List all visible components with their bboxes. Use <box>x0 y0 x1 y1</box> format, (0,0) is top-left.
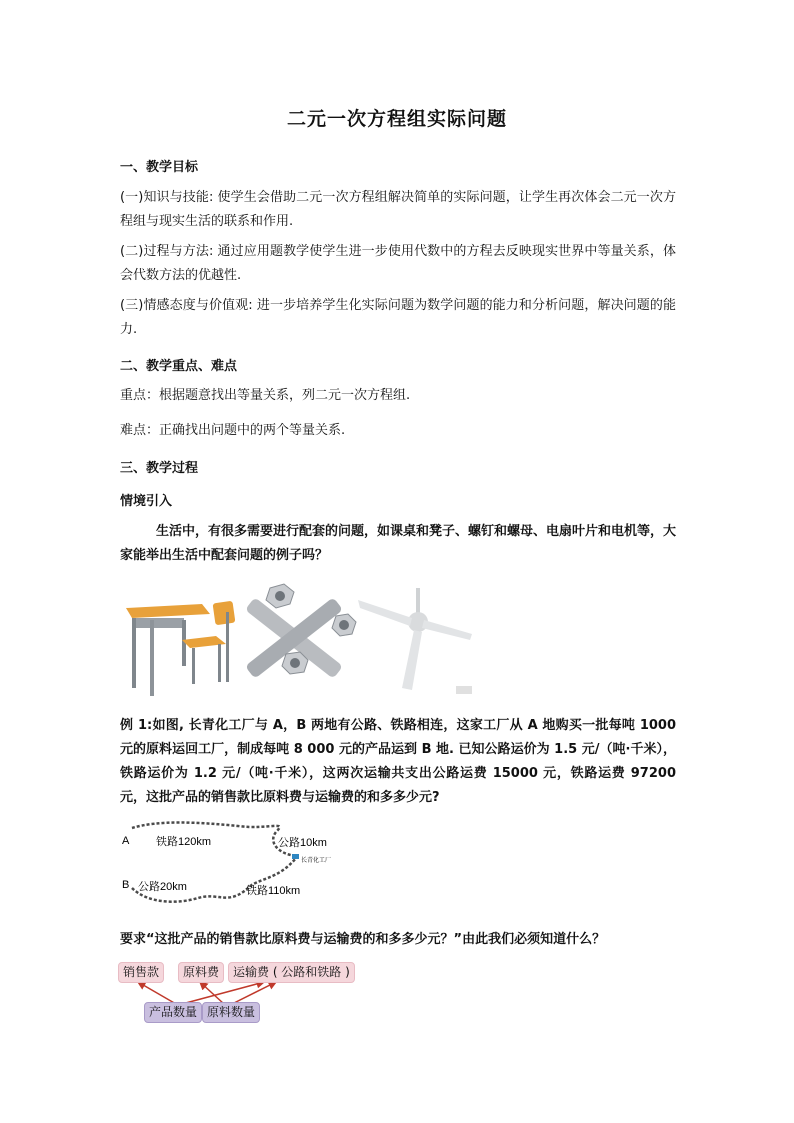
analysis-question: 要求“这批产品的销售款比原料费与运输费的和多多少元？”由此我们必须知道什么？ <box>120 932 606 947</box>
transport-cost-box: 运输费 ( 公路和铁路 ) <box>228 962 355 983</box>
desk-chair-image <box>126 601 235 696</box>
goal-attitude: (三)情感态度与价值观: 进一步培养学生化实际问题为数学问题的能力和分析问题，解决问题的能力. <box>120 298 676 337</box>
label-a: A <box>122 835 130 847</box>
key-point: 重点：根据题意找出等量关系，列二元一次方程组. <box>120 388 411 403</box>
page-title: 二元一次方程组实际问题 <box>286 108 507 130</box>
illustrations <box>120 582 476 698</box>
example-1: 例 1:如图, 长青化工厂与 A，B 两地有公路、铁路相连，这家工厂从 A 地购买一批每吨 1000 元的原料运回工厂，制成每吨 8 000 元的产品运到 B 地. 已知公路运价为 1.5 元/（吨·千米），铁路运价为 1.2 元/（吨·千米），这两次运输共支出公路运费 15000 元，铁路运费 97200 元，这批产品的销售款比原料费与运输费的和多多少元? <box>120 718 676 805</box>
material-cost-box: 原料费 <box>178 962 224 983</box>
rail-120: 铁路120km <box>156 836 212 848</box>
intro-paragraph: 生活中，有很多需要进行配套的问题，如课桌和凳子、螺钉和螺母、电扇叶片和电机等，大家能举出生活中配套问题的例子吗？ <box>120 524 677 563</box>
difficulty: 难点：正确找出问题中的两个等量关系. <box>120 423 346 438</box>
material-quantity-box: 原料数量 <box>202 1002 260 1023</box>
route-map <box>118 818 358 908</box>
label-b: B <box>122 879 130 891</box>
bolts-nuts-image <box>245 584 356 679</box>
intro-heading: 情境引入 <box>120 494 173 509</box>
road-10: 公路10km <box>278 837 327 849</box>
route-map-svg <box>118 818 358 908</box>
goal-knowledge: (一)知识与技能: 使学生会借助二元一次方程组解决简单的实际问题，让学生再次体会二元一次方程组与现实生活的联系和作用. <box>120 190 676 229</box>
section-heading-goals: 一、教学目标 <box>120 160 199 175</box>
section-heading-key-points: 二、教学重点、难点 <box>120 359 238 374</box>
relationship-diagram <box>116 960 356 1026</box>
section-heading-process: 三、教学过程 <box>120 461 199 476</box>
illustration-row <box>120 582 476 698</box>
product-quantity-box: 产品数量 <box>144 1002 202 1023</box>
sales-box: 销售款 <box>118 962 164 983</box>
factory-label: 长青化工厂 <box>301 858 332 864</box>
ceiling-fan-image <box>358 588 472 694</box>
rail-110: 铁路110km <box>246 885 301 897</box>
goal-process: (二)过程与方法: 通过应用题教学使学生进一步使用代数中的方程去反映现实世界中等量关系，体会代数方法的优越性. <box>120 244 676 283</box>
road-20: 公路20km <box>138 881 187 893</box>
